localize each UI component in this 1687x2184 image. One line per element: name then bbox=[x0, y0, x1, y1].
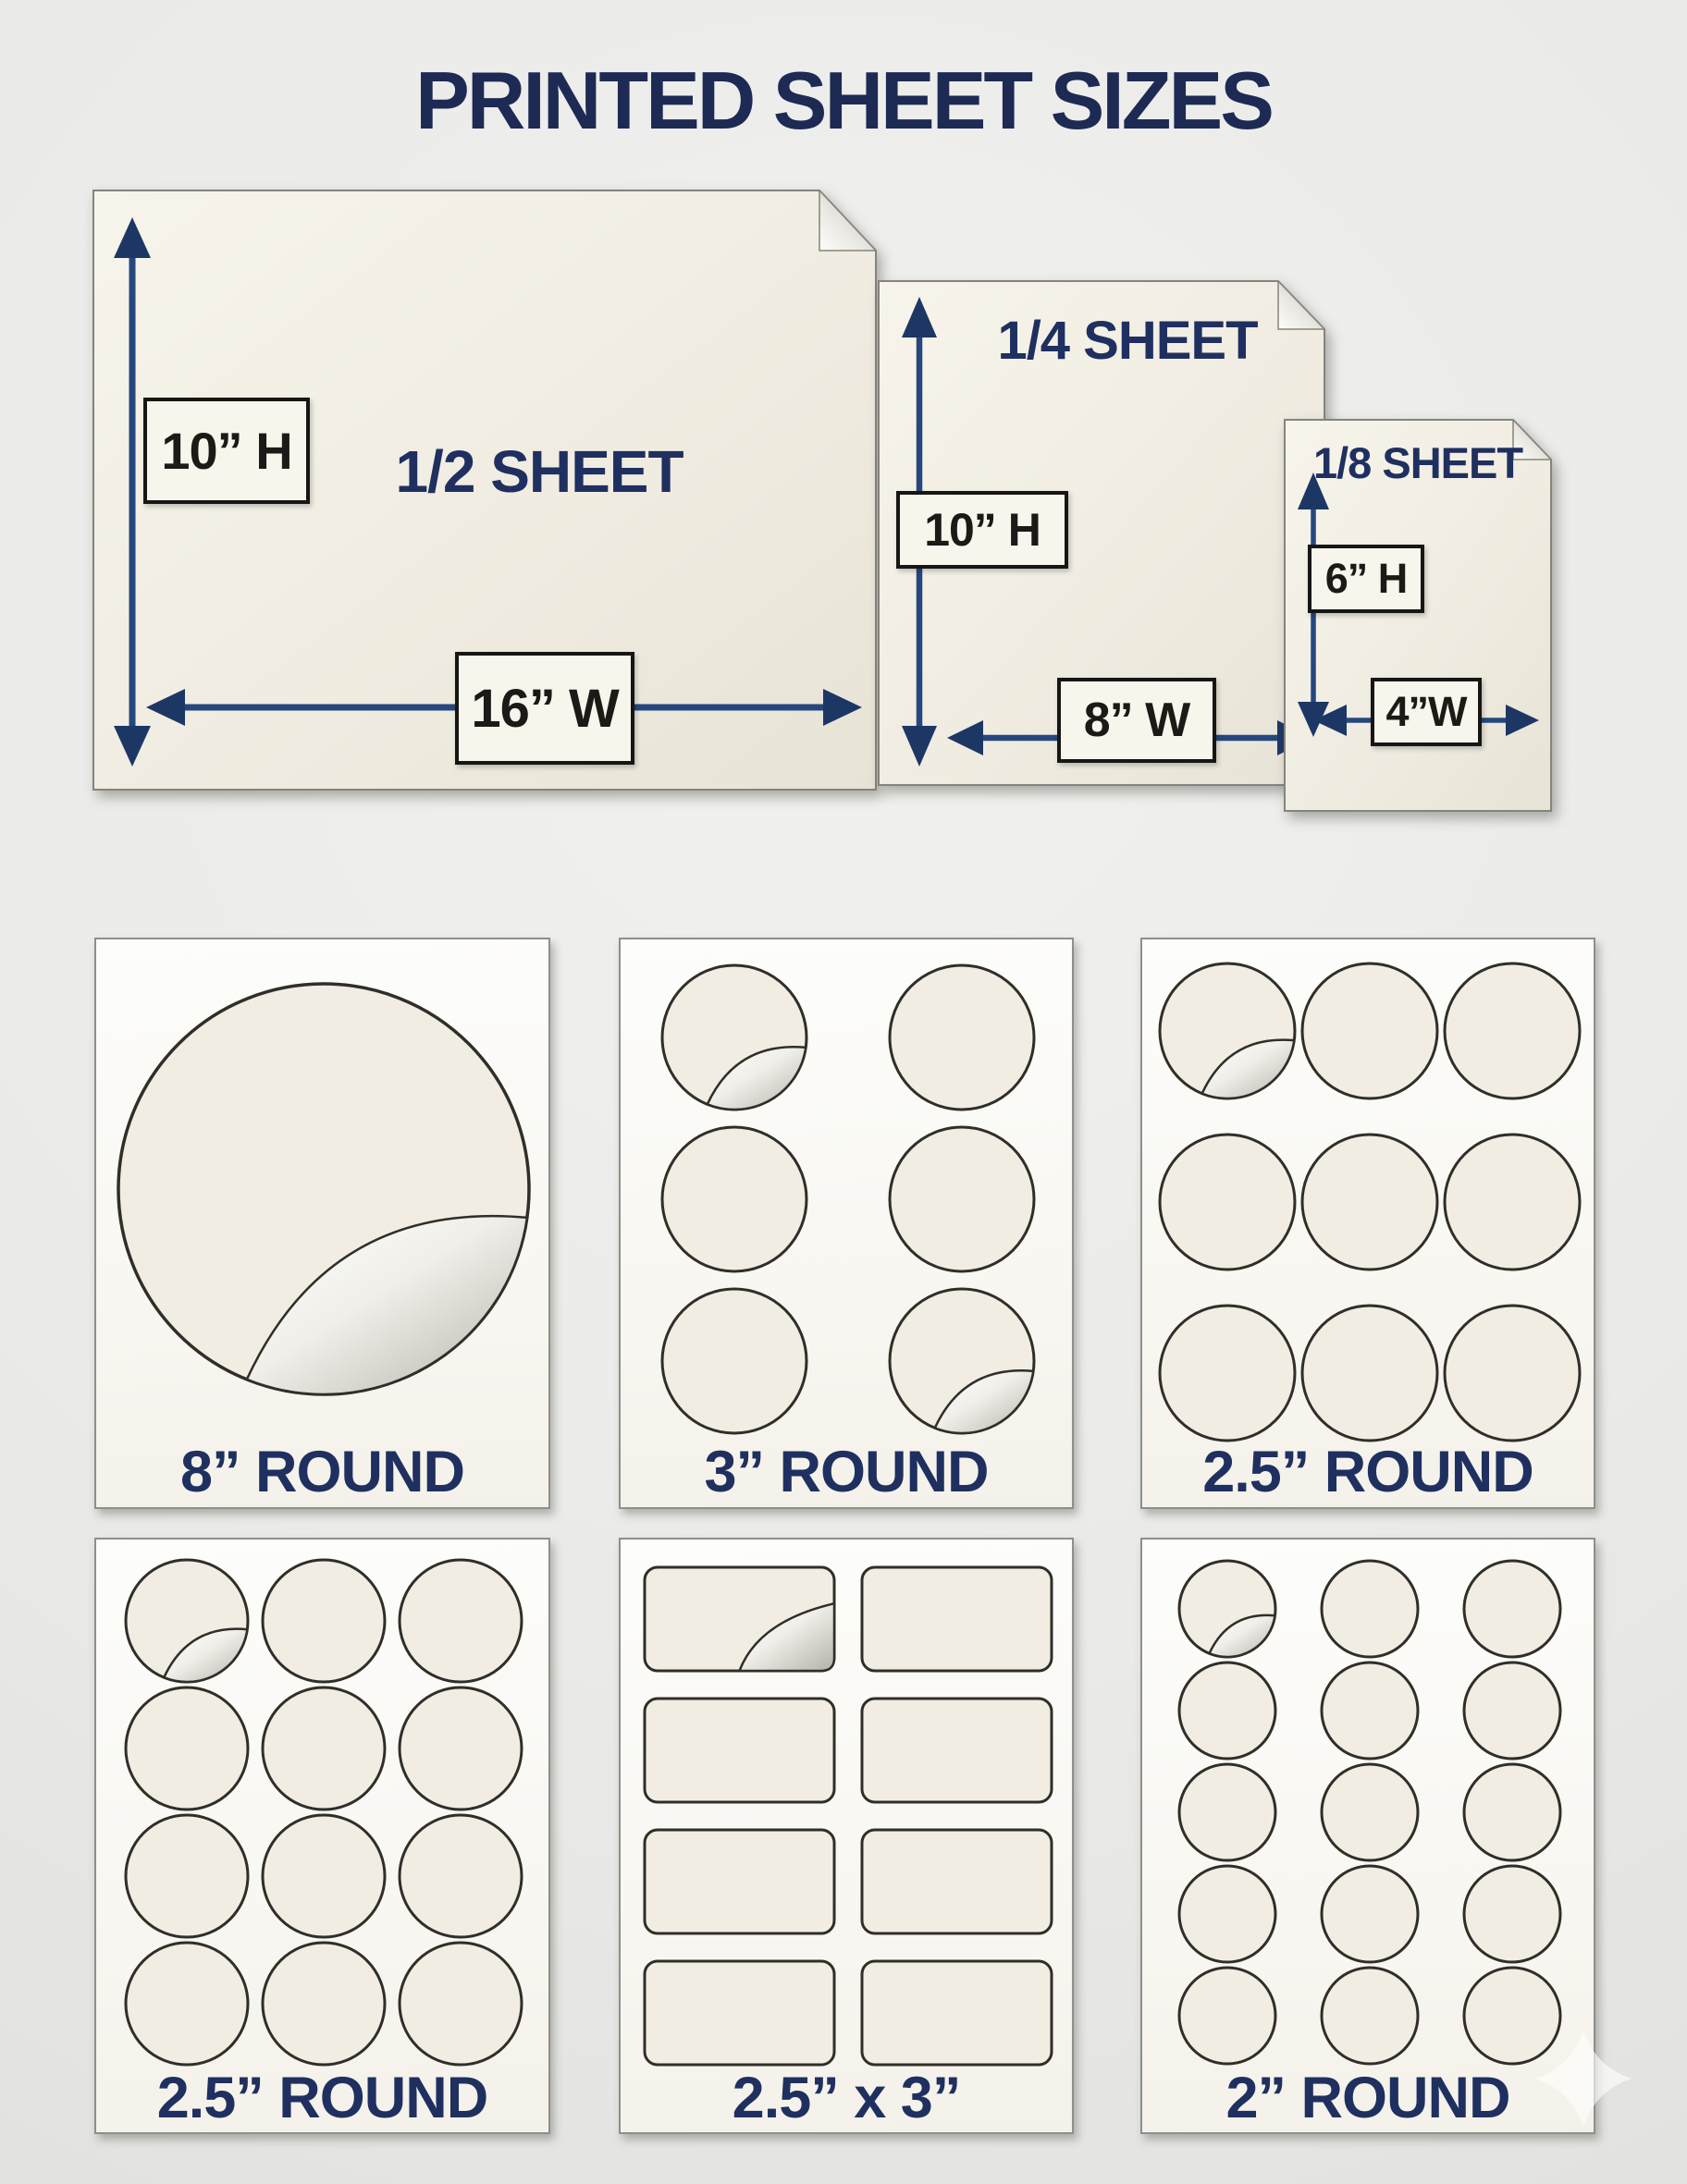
sticker-circle bbox=[1322, 1866, 1418, 1962]
sticker-circle bbox=[1464, 1764, 1560, 1860]
height-dimension-label: 10” H bbox=[896, 491, 1068, 569]
sticker-size-label: 2.5” ROUND bbox=[156, 2066, 488, 2130]
sticker-circle bbox=[126, 1943, 248, 2065]
sticker-circle bbox=[1322, 1561, 1418, 1657]
sticker-size-label: 2.5” ROUND bbox=[1202, 1440, 1533, 1504]
width-dimension-label: 16” W bbox=[455, 652, 634, 765]
sticker-grid bbox=[96, 1540, 552, 2136]
sticker-rect bbox=[862, 1699, 1052, 1802]
sticker-grid bbox=[621, 939, 1076, 1511]
sticker-rect bbox=[645, 1830, 834, 1933]
folded-corner-icon bbox=[819, 190, 876, 251]
sticker-circle bbox=[400, 1815, 522, 1937]
sticker-circle bbox=[263, 1560, 385, 1682]
sticker-circle bbox=[1179, 1764, 1275, 1860]
sticker-rect bbox=[862, 1830, 1052, 1933]
sticker-circle bbox=[1179, 1663, 1275, 1759]
sticker-sheet-2half-round-9 bbox=[1140, 938, 1595, 1509]
sticker-size-label: 2.5” x 3” bbox=[732, 2066, 961, 2130]
sticker-circle bbox=[1302, 1135, 1437, 1270]
sticker-rect bbox=[862, 1567, 1052, 1671]
sticker-circle bbox=[1160, 1306, 1295, 1441]
sticker-circle bbox=[1445, 1306, 1580, 1441]
sheet-size-name: 1/8 SHEET bbox=[1312, 438, 1523, 487]
sticker-grid bbox=[96, 939, 552, 1511]
width-dimension-label: 8” W bbox=[1057, 678, 1216, 763]
sticker-circle bbox=[1302, 1306, 1437, 1441]
sticker-circle bbox=[1160, 1135, 1295, 1270]
sticker-circle bbox=[126, 1815, 248, 1937]
sticker-grid bbox=[1142, 939, 1597, 1511]
sheet-size-name: 1/2 SHEET bbox=[395, 438, 683, 505]
page-title: PRINTED SHEET SIZES bbox=[415, 55, 1272, 146]
sticker-rect bbox=[862, 1961, 1052, 2065]
sticker-circle bbox=[126, 1687, 248, 1810]
sticker-circle bbox=[1179, 1866, 1275, 1962]
sticker-circle bbox=[1302, 963, 1437, 1098]
sticker-size-label: 3” ROUND bbox=[704, 1440, 989, 1504]
sticker-circle bbox=[1322, 1663, 1418, 1759]
sticker-circle bbox=[1322, 1764, 1418, 1860]
sticker-circle bbox=[1445, 1135, 1580, 1270]
width-dimension-label: 4”W bbox=[1371, 678, 1482, 746]
sticker-sheet-2half-x-3 bbox=[619, 1538, 1074, 2134]
sticker-circle bbox=[263, 1815, 385, 1937]
sticker-circle bbox=[400, 1943, 522, 2065]
sticker-circle bbox=[1179, 1968, 1275, 2064]
sticker-circle bbox=[263, 1943, 385, 2065]
sticker-grid bbox=[621, 1540, 1076, 2136]
sticker-circle bbox=[1445, 963, 1580, 1098]
sticker-sheet-8-round bbox=[94, 938, 550, 1509]
sticker-circle bbox=[890, 965, 1034, 1110]
sticker-circle bbox=[662, 1127, 807, 1271]
quarter-sheet-diagram bbox=[878, 280, 1325, 786]
sticker-circle bbox=[400, 1687, 522, 1810]
sticker-rect bbox=[645, 1961, 834, 2065]
sheet-size-name: 1/4 SHEET bbox=[997, 311, 1258, 371]
sticker-circle bbox=[1322, 1968, 1418, 2064]
sticker-circle bbox=[1464, 1866, 1560, 1962]
sticker-size-label: 2” ROUND bbox=[1225, 2066, 1510, 2130]
sticker-circle bbox=[263, 1687, 385, 1810]
sticker-sheet-3-round bbox=[619, 938, 1074, 1509]
sticker-circle bbox=[400, 1560, 522, 1682]
sticker-sheet-2half-round-12 bbox=[94, 1538, 550, 2134]
height-dimension-label: 6” H bbox=[1308, 545, 1424, 613]
half-sheet-diagram bbox=[92, 190, 877, 791]
sticker-circle bbox=[1464, 1663, 1560, 1759]
sticker-circle bbox=[662, 1289, 807, 1433]
sticker-size-label: 8” ROUND bbox=[179, 1440, 465, 1504]
sticker-circle bbox=[1464, 1561, 1560, 1657]
sparkle-icon bbox=[1526, 2025, 1641, 2136]
eighth-sheet-diagram bbox=[1284, 419, 1552, 812]
sticker-circle bbox=[890, 1127, 1034, 1271]
height-dimension-label: 10” H bbox=[143, 398, 310, 504]
sticker-rect bbox=[645, 1699, 834, 1802]
